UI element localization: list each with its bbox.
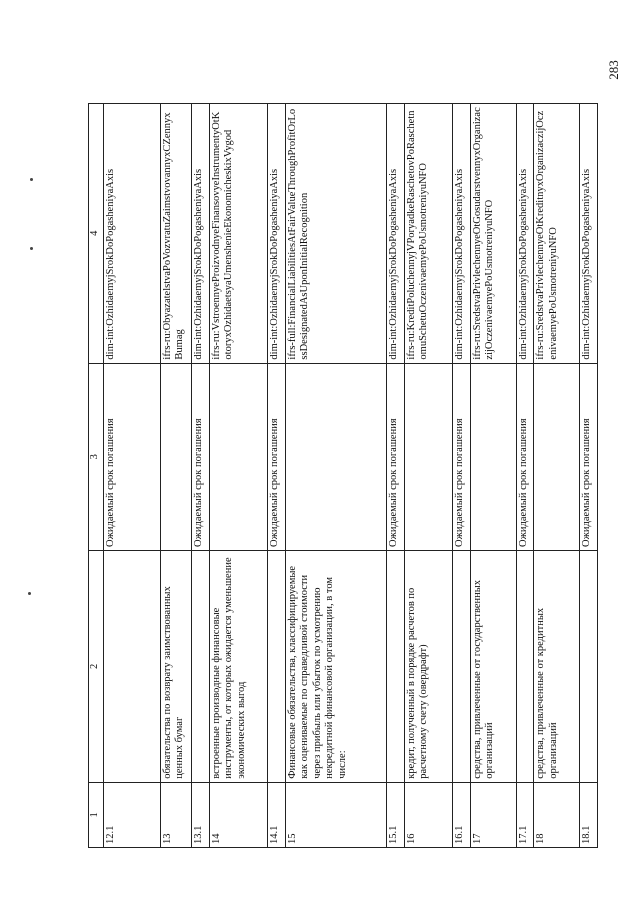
description-cell: [453, 550, 470, 782]
code-cell: ifrs-ru:KreditPoluchennyjVPoryadkeRaschetovPoRaschetnomuSchetuOczenivaemyePoUsmotreniyuNFO: [404, 104, 452, 364]
term-cell: Ожидаемый срок погашения: [580, 363, 598, 550]
row-number-cell: 15: [285, 782, 386, 847]
code-cell: ifrs-ru:SredstvaPrivlechennyeOtGosudarstvennyxOrganizaczijOczenivaemyePoUsmotreniyuNFO: [470, 104, 516, 364]
row-number-cell: 14.1: [268, 782, 285, 847]
row-number-cell: 12.1: [104, 782, 160, 847]
row-number-cell: 15.1: [387, 782, 404, 847]
row-number-cell: 17: [470, 782, 516, 847]
row-number-cell: 16: [404, 782, 452, 847]
term-cell: [404, 363, 452, 550]
code-cell: ifrs-ru:ObyazatelstvaPoVozvratuZaimstvovannyxCZennyxBumag: [160, 104, 192, 364]
term-cell: Ожидаемый срок погашения: [453, 363, 470, 550]
table-row: [534, 104, 580, 848]
term-cell: [470, 363, 516, 550]
code-cell: dim-int:OzhidaemyjSrokDoPogasheniyaAxis: [268, 104, 285, 364]
scan-speck: [28, 592, 31, 595]
row-number-cell: 16.1: [453, 782, 470, 847]
term-cell: Ожидаемый срок погашения: [192, 363, 209, 550]
term-cell: [160, 363, 192, 550]
table-row: [192, 104, 209, 848]
row-number-cell: 14: [209, 782, 268, 847]
table-row: [285, 104, 386, 848]
description-cell: [104, 550, 160, 782]
row-number-cell: 18.1: [580, 782, 598, 847]
code-cell: ifrs-full:FinancialLiabilitiesAtFairValueThroughProfitOrLossDesignatedAsUponInitialRecognition: [285, 104, 386, 364]
description-cell: средства, привлеченные от кредитных организаций: [534, 550, 580, 782]
data-table: [88, 103, 598, 848]
term-cell: Ожидаемый срок погашения: [268, 363, 285, 550]
description-cell: средства, привлеченные от государственных организаций: [470, 550, 516, 782]
code-cell: dim-int:OzhidaemyjSrokDoPogasheniyaAxis: [104, 104, 160, 364]
description-cell: [387, 550, 404, 782]
term-cell: Ожидаемый срок погашения: [104, 363, 160, 550]
column-header: 4: [89, 104, 104, 364]
description-cell: встроенные производные финансовые инструменты, от которых ожидается уменьшение экономических выгод: [209, 550, 268, 782]
page-number: 283: [606, 60, 621, 80]
row-number-cell: 13: [160, 782, 192, 847]
code-cell: ifrs-ru:VstroennyeProizvodnyeFinansovyeInstrumentyOtKotoryxOzhidaetsyaUmenshenieEkonomicheskixVygod: [209, 104, 268, 364]
table-row: [404, 104, 452, 848]
column-header: 3: [89, 363, 104, 550]
table-row: [580, 104, 598, 848]
scan-speck: [30, 178, 33, 181]
table-row: [104, 104, 160, 848]
description-cell: [268, 550, 285, 782]
scan-speck: [30, 247, 33, 250]
description-cell: обязательства по возврату заимствованных ценных бумаг: [160, 550, 192, 782]
table-row: [387, 104, 404, 848]
description-cell: [516, 550, 533, 782]
description-cell: [580, 550, 598, 782]
description-cell: кредит, полученный в порядке расчетов по расчетному счету (овердрафт): [404, 550, 452, 782]
term-cell: Ожидаемый срок погашения: [516, 363, 533, 550]
code-cell: ifrs-ru:SredstvaPrivlechennyeOtKreditnyxOrganizaczijOczenivaemyePoUsmotreniyuNFO: [534, 104, 580, 364]
table-row: [268, 104, 285, 848]
term-cell: [209, 363, 268, 550]
term-cell: Ожидаемый срок погашения: [387, 363, 404, 550]
table-row: [160, 104, 192, 848]
column-header: 1: [89, 782, 104, 847]
description-cell: [192, 550, 209, 782]
term-cell: [285, 363, 386, 550]
code-cell: dim-int:OzhidaemyjSrokDoPogasheniyaAxis: [453, 104, 470, 364]
table-row: [209, 104, 268, 848]
table-row: [453, 104, 470, 848]
table-header-row: [89, 104, 104, 848]
row-number-cell: 17.1: [516, 782, 533, 847]
code-cell: dim-int:OzhidaemyjSrokDoPogasheniyaAxis: [516, 104, 533, 364]
table-row: [516, 104, 533, 848]
rotated-table-wrapper: [88, 103, 598, 848]
description-cell: Финансовые обязательства, классифицируемые как оцениваемые по справедливой стоимости через прибыль или убыток по усмотрению некредитной финансовой организации, в том числе:: [285, 550, 386, 782]
table-row: [470, 104, 516, 848]
code-cell: dim-int:OzhidaemyjSrokDoPogasheniyaAxis: [580, 104, 598, 364]
column-header: 2: [89, 550, 104, 782]
term-cell: [534, 363, 580, 550]
code-cell: dim-int:OzhidaemyjSrokDoPogasheniyaAxis: [387, 104, 404, 364]
code-cell: dim-int:OzhidaemyjSrokDoPogasheniyaAxis: [192, 104, 209, 364]
row-number-cell: 13.1: [192, 782, 209, 847]
row-number-cell: 18: [534, 782, 580, 847]
